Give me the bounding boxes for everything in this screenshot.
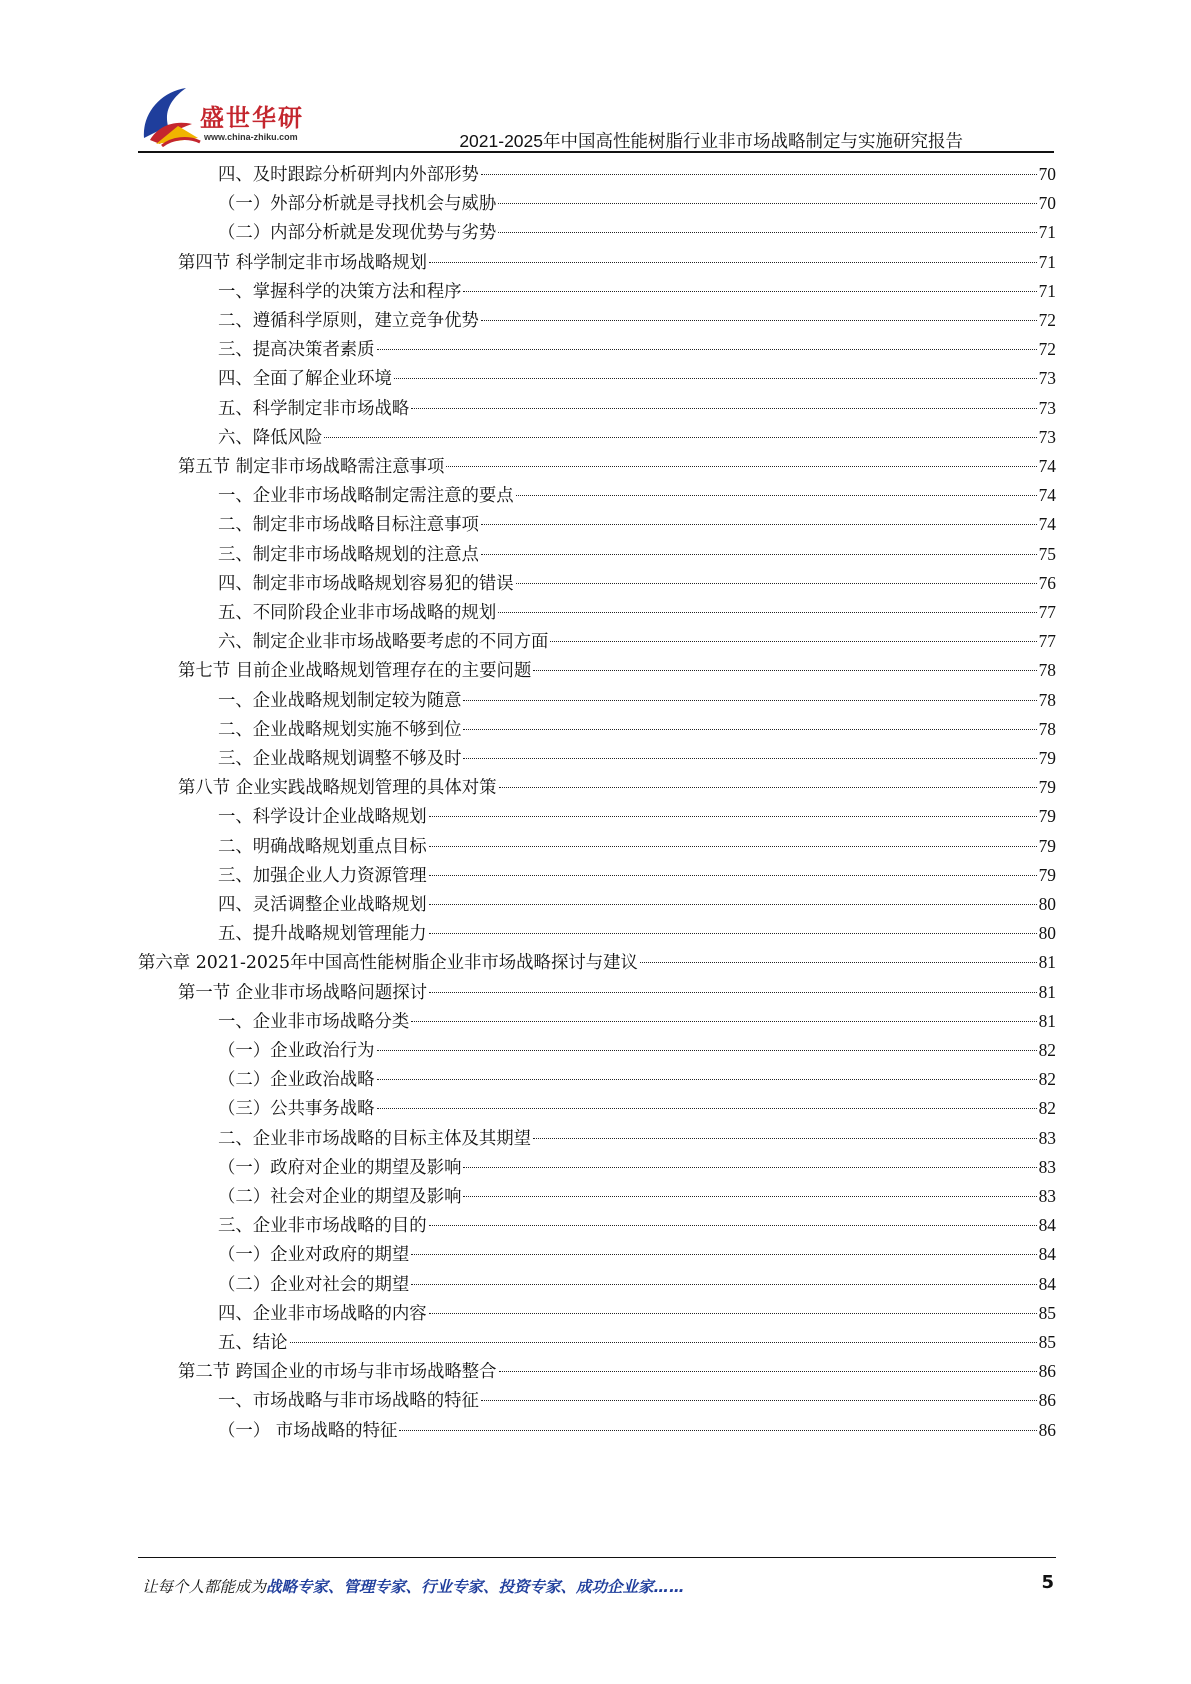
- toc-entry-label: 四、灵活调整企业战略规划: [218, 895, 427, 915]
- toc-entry[interactable]: [218, 715, 1056, 743]
- toc-entry-page: 71: [1038, 251, 1056, 272]
- toc-entry-page: 70: [1038, 164, 1056, 184]
- toc-entry[interactable]: [218, 832, 1056, 860]
- toc-entry[interactable]: [218, 277, 1056, 305]
- toc-dot-leader: [463, 1166, 1036, 1168]
- toc-entry-page: 79: [1038, 806, 1056, 827]
- toc-entry-label: 二、企业非市场战略的目标主体及其期望: [218, 1128, 532, 1149]
- toc-entry-label: 六、制定企业非市场战略要考虑的不同方面: [218, 632, 549, 653]
- toc-entry-label: 五、科学制定非市场战略: [218, 398, 410, 419]
- toc-entry-label: 第一节 企业非市场战略问题探讨: [178, 982, 427, 1003]
- toc-dot-leader: [429, 1224, 1037, 1226]
- toc-entry[interactable]: [218, 394, 1056, 422]
- toc-entry-label: 五、提升战略规划管理能力: [218, 924, 427, 945]
- toc-entry-page: 79: [1038, 835, 1056, 856]
- toc-dot-leader: [481, 319, 1037, 321]
- toc-entry[interactable]: [218, 1270, 1056, 1298]
- toc-entry-label: 二、遵循科学原则，建立竞争优势: [218, 311, 479, 331]
- toc-entry-page: 78: [1038, 718, 1056, 739]
- toc-entry[interactable]: [218, 1007, 1056, 1035]
- toc-entry[interactable]: [218, 1124, 1056, 1152]
- toc-dot-leader: [411, 407, 1036, 409]
- toc-entry-page: 74: [1038, 485, 1056, 506]
- toc-entry-page: 85: [1038, 1302, 1056, 1323]
- toc-dot-leader: [481, 553, 1037, 555]
- toc-entry-label: （一）外部分析就是寻找机会与威胁: [218, 194, 497, 215]
- toc-entry-label: （一） 市场战略的特征: [218, 1420, 398, 1441]
- toc-entry[interactable]: [178, 773, 1056, 801]
- toc-entry-label: 一、企业非市场战略分类: [218, 1011, 410, 1032]
- toc-entry-label: 一、企业非市场战略制定需注意的要点: [218, 486, 514, 507]
- header-divider: [138, 151, 1054, 153]
- toc-entry-page: 84: [1038, 1244, 1056, 1265]
- toc-entry-label: 三、加强企业人力资源管理: [218, 865, 427, 886]
- toc-entry[interactable]: [138, 948, 1056, 976]
- toc-entry[interactable]: [218, 1328, 1056, 1356]
- toc-entry-label: （一）企业政治行为: [218, 1041, 375, 1061]
- toc-entry-label: 三、提高决策者素质: [218, 340, 375, 361]
- toc-entry[interactable]: [218, 890, 1056, 918]
- toc-entry[interactable]: [218, 1386, 1056, 1414]
- toc-entry[interactable]: [218, 1240, 1056, 1268]
- toc-entry-label: （二）社会对企业的期望及影响: [218, 1187, 462, 1207]
- toc-entry-page: 85: [1038, 1332, 1056, 1352]
- toc-entry-label: 三、企业非市场战略的目的: [218, 1216, 427, 1237]
- toc-entry-label: （一）企业对政府的期望: [218, 1245, 410, 1266]
- toc-dot-leader: [499, 786, 1037, 788]
- toc-entry[interactable]: [218, 1094, 1056, 1122]
- toc-dot-leader: [377, 1107, 1037, 1109]
- toc-entry-label: 三、制定非市场战略规划的注意点: [218, 544, 479, 565]
- footer-slogan: [142, 1575, 685, 1597]
- toc-dot-leader: [481, 1399, 1037, 1401]
- footer-slogan-prefix: 让每个人都能成为: [142, 1578, 267, 1596]
- toc-entry-label: 四、全面了解企业环境: [218, 369, 392, 390]
- toc-entry-label: 第八节 企业实践战略规划管理的具体对策: [178, 778, 497, 799]
- toc-entry[interactable]: [218, 1211, 1056, 1239]
- logo-name: 盛世华研: [200, 104, 304, 132]
- toc-entry-label: 一、企业战略规划制定较为随意: [218, 690, 462, 711]
- toc-dot-leader: [429, 261, 1037, 263]
- toc-dot-leader: [290, 1341, 1037, 1343]
- toc-entry-page: 77: [1038, 602, 1056, 622]
- toc-entry-page: 81: [1038, 1010, 1056, 1031]
- footer-slogan-highlight: 战略专家、管理专家、行业专家、投资专家、成功企业家……: [266, 1578, 685, 1596]
- toc-entry-page: 86: [1038, 1419, 1056, 1440]
- toc-entry-page: 80: [1038, 923, 1056, 944]
- toc-entry-label: 二、制定非市场战略目标注意事项: [218, 515, 479, 536]
- toc-dot-leader: [429, 991, 1037, 993]
- toc-entry-page: 71: [1038, 280, 1056, 301]
- toc-dot-leader: [429, 874, 1037, 876]
- toc-entry-page: 75: [1038, 543, 1056, 564]
- toc-entry[interactable]: [218, 364, 1056, 392]
- toc-dot-leader: [429, 903, 1037, 905]
- toc-entry-page: 73: [1038, 397, 1056, 418]
- toc-entry-label: 五、不同阶段企业非市场战略的规划: [218, 603, 497, 623]
- toc-entry-label: 二、企业战略规划实施不够到位: [218, 719, 462, 740]
- toc-entry-label: 二、明确战略规划重点目标: [218, 836, 427, 857]
- toc-entry-label: 五、结论: [218, 1333, 288, 1353]
- page-number: 5: [1041, 1572, 1054, 1593]
- toc-dot-leader: [499, 1370, 1037, 1372]
- toc-dot-leader: [377, 1049, 1037, 1051]
- toc-dot-leader: [429, 932, 1037, 934]
- logo-url: www.china-zhiku.com: [204, 132, 298, 142]
- toc-entry-page: 82: [1038, 1098, 1056, 1119]
- toc-entry[interactable]: [218, 569, 1056, 597]
- toc-entry[interactable]: [218, 1065, 1056, 1093]
- toc-entry-page: 84: [1038, 1273, 1056, 1294]
- toc-dot-leader: [498, 611, 1036, 613]
- toc-dot-leader: [411, 1283, 1036, 1285]
- toc-entry-page: 83: [1038, 1156, 1056, 1177]
- toc-dot-leader: [411, 1253, 1036, 1255]
- toc-dot-leader: [399, 1429, 1036, 1431]
- toc-entry-page: 81: [1038, 981, 1056, 1002]
- toc-dot-leader: [377, 1078, 1037, 1080]
- toc-entry[interactable]: [218, 686, 1056, 714]
- toc-dot-leader: [463, 290, 1036, 292]
- toc-entry[interactable]: [178, 452, 1056, 480]
- toc-entry-page: 71: [1038, 222, 1056, 243]
- toc-dot-leader: [498, 202, 1036, 204]
- toc-entry-label: 第七节 目前企业战略规划管理存在的主要问题: [178, 661, 532, 682]
- toc-entry[interactable]: [218, 919, 1056, 947]
- toc-dot-leader: [550, 640, 1036, 642]
- toc-entry-label: 第二节 跨国企业的市场与非市场战略整合: [178, 1362, 497, 1383]
- toc-entry-label: 四、制定非市场战略规划容易犯的错误: [218, 573, 514, 594]
- toc-entry[interactable]: [218, 1299, 1056, 1327]
- toc-entry[interactable]: [178, 978, 1056, 1006]
- toc-dot-leader: [463, 1195, 1036, 1197]
- toc-entry-page: 82: [1038, 1069, 1056, 1090]
- toc-dot-leader: [533, 669, 1036, 671]
- toc-entry-page: 78: [1038, 660, 1056, 681]
- toc-dot-leader: [640, 961, 1037, 963]
- toc-entry-page: 77: [1038, 631, 1056, 652]
- toc-entry-page: 78: [1038, 689, 1056, 710]
- toc-entry-label: 一、市场战略与非市场战略的特征: [218, 1391, 479, 1412]
- toc-entry-label: （二）内部分析就是发现优势与劣势: [218, 223, 497, 244]
- toc-entry-page: 82: [1038, 1040, 1056, 1060]
- toc-entry-label: （二）企业政治战略: [218, 1070, 375, 1091]
- toc-entry-label: 第六章 2021-2025年中国高性能树脂企业非市场战略探讨与建议: [138, 953, 638, 974]
- toc-entry-page: 83: [1038, 1186, 1056, 1206]
- toc-dot-leader: [463, 699, 1036, 701]
- toc-entry-label: 第五节 制定非市场战略需注意事项: [178, 457, 445, 477]
- toc-dot-leader: [516, 494, 1037, 496]
- toc-dot-leader: [324, 436, 1036, 438]
- toc-entry-label: 一、科学设计企业战略规划: [218, 807, 427, 828]
- toc-entry[interactable]: [218, 160, 1056, 188]
- toc-dot-leader: [411, 1020, 1036, 1022]
- toc-entry[interactable]: [218, 335, 1056, 363]
- toc-entry-page: 83: [1038, 1127, 1056, 1148]
- toc-entry[interactable]: [218, 1153, 1056, 1181]
- toc-entry[interactable]: [218, 1416, 1056, 1444]
- toc-entry[interactable]: [218, 1036, 1056, 1064]
- toc-entry-page: 73: [1038, 426, 1056, 447]
- toc-dot-leader: [463, 728, 1036, 730]
- footer-divider: [138, 1557, 1056, 1558]
- toc-entry[interactable]: [218, 598, 1056, 626]
- toc-dot-leader: [446, 465, 1036, 467]
- toc-entry-page: 86: [1038, 1390, 1056, 1411]
- toc-entry[interactable]: [218, 510, 1056, 538]
- toc-entry[interactable]: [218, 189, 1056, 217]
- toc-entry-page: 72: [1038, 310, 1056, 330]
- toc-entry-page: 86: [1038, 1361, 1056, 1382]
- toc-entry-page: 73: [1038, 368, 1056, 389]
- toc-entry-page: 79: [1038, 864, 1056, 885]
- toc-entry-page: 84: [1038, 1215, 1056, 1236]
- toc-dot-leader: [498, 231, 1036, 233]
- toc-entry-page: 79: [1038, 748, 1056, 768]
- toc-entry[interactable]: [218, 627, 1056, 655]
- toc-entry[interactable]: [218, 861, 1056, 889]
- toc-entry[interactable]: [218, 540, 1056, 568]
- toc-entry[interactable]: [218, 218, 1056, 246]
- toc-entry[interactable]: [218, 423, 1056, 451]
- toc-entry-page: 76: [1038, 572, 1056, 593]
- toc-entry-label: 第四节 科学制定非市场战略规划: [178, 252, 427, 273]
- toc-entry[interactable]: [178, 656, 1056, 684]
- toc-entry[interactable]: [178, 1357, 1056, 1385]
- toc-dot-leader: [481, 173, 1037, 175]
- toc-entry-label: 三、企业战略规划调整不够及时: [218, 749, 462, 769]
- toc-entry-label: （一）政府对企业的期望及影响: [218, 1157, 462, 1178]
- toc-dot-leader: [533, 1137, 1037, 1139]
- toc-entry-page: 80: [1038, 894, 1056, 914]
- toc-dot-leader: [377, 348, 1037, 350]
- toc-entry-page: 70: [1038, 193, 1056, 214]
- toc-dot-leader: [463, 757, 1036, 759]
- toc-entry-label: （二）企业对社会的期望: [218, 1274, 410, 1295]
- toc-dot-leader: [429, 1312, 1037, 1314]
- toc-entry[interactable]: [218, 306, 1056, 334]
- toc-dot-leader: [429, 815, 1037, 817]
- toc-entry[interactable]: [218, 802, 1056, 830]
- toc-entry-page: 79: [1038, 777, 1056, 798]
- toc-entry-page: 81: [1038, 952, 1056, 973]
- toc-entry-label: 四、企业非市场战略的内容: [218, 1303, 427, 1324]
- toc-entry[interactable]: [178, 248, 1056, 276]
- toc-dot-leader: [429, 845, 1037, 847]
- toc-entry-label: 一、掌握科学的决策方法和程序: [218, 281, 462, 302]
- toc-entry[interactable]: [218, 481, 1056, 509]
- toc-entry[interactable]: [218, 744, 1056, 772]
- toc-entry-page: 74: [1038, 456, 1056, 476]
- toc-dot-leader: [481, 523, 1037, 525]
- report-title: 2021-2025年中国高性能树脂行业非市场战略制定与实施研究报告: [459, 131, 963, 151]
- toc-entry-label: 四、及时跟踪分析研判内外部形势: [218, 165, 479, 185]
- toc-entry-page: 72: [1038, 339, 1056, 360]
- toc-dot-leader: [394, 377, 1037, 379]
- toc-entry-label: 六、降低风险: [218, 427, 323, 448]
- toc-entry-label: （三）公共事务战略: [218, 1099, 375, 1120]
- toc-entry-page: 74: [1038, 514, 1056, 535]
- toc-dot-leader: [516, 582, 1037, 584]
- toc-entry[interactable]: [218, 1182, 1056, 1210]
